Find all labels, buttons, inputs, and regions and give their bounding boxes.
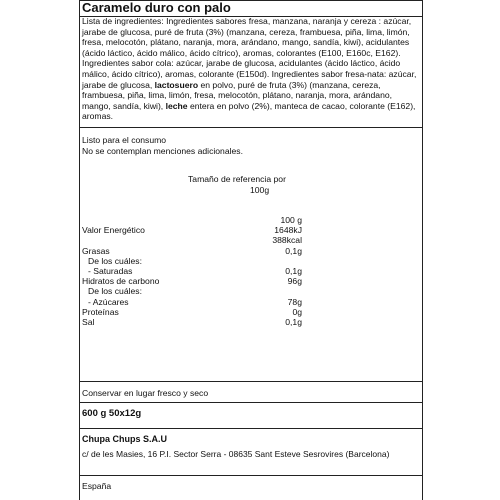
nutrition-label: Proteínas [82, 306, 119, 317]
nutrition-divider [79, 381, 423, 382]
nutrition-value: 0,1g [285, 245, 302, 256]
nutrition-row [82, 215, 302, 225]
ingredients-list [82, 16, 420, 122]
nutrition-value: 388kcal [272, 235, 302, 246]
nutrition-row [82, 256, 302, 266]
nutrition-value: 0g [292, 306, 302, 317]
country-of-origin: España [82, 481, 112, 491]
reference-line-2: 100g [250, 185, 270, 195]
nutrition-value: 0,1g [285, 316, 302, 327]
nutrition-value: 1648kJ [274, 225, 302, 236]
reference-line-1: Tamaño de referencia por [188, 174, 286, 184]
nutrition-row [82, 286, 302, 296]
nutrition-row [82, 307, 302, 317]
nutrition-row [82, 276, 302, 286]
nutrition-row [82, 235, 302, 245]
ready-to-eat-note: Listo para el consumo [82, 135, 167, 145]
nutrition-label: De los cuáles: [88, 286, 142, 297]
nutrition-value: 78g [287, 296, 302, 307]
nutrition-label: Hidratos de carbono [82, 276, 160, 287]
nutrition-row [82, 225, 302, 235]
nutrition-label: Valor Energético [82, 225, 145, 236]
company-name: Chupa Chups S.A.U [82, 434, 167, 444]
nutrition-label: Grasas [82, 245, 110, 256]
storage-divider [79, 402, 423, 403]
ingredients-text-3: entera en polvo (2%), manteca de cacao, colorante (E162), aromas. [82, 100, 416, 122]
address-divider [79, 475, 423, 476]
ingredients-divider [79, 127, 423, 128]
product-title: Caramelo duro con palo [82, 0, 231, 15]
ingredients-text-2: en polvo, puré de fruta (3%) (manzana, cereza, frambuesa, piña, lima, limón, fresa, melocotón, plátano, naranja, mora, arándano, mango, sandía, kiwi), [82, 79, 393, 111]
reference-size [188, 174, 338, 196]
nutrition-label: - Azúcares [88, 296, 129, 307]
storage-instructions: Conservar en lugar fresco y seco [82, 388, 209, 398]
nutrition-row [82, 317, 302, 327]
net-weight: 600 g 50x12g [82, 408, 142, 419]
nutrition-value: 100 g [280, 215, 302, 225]
nutrition-row [82, 246, 302, 256]
nutrition-row [82, 266, 302, 276]
nutrition-label: De los cuáles: [88, 255, 142, 266]
mentions-note: No se contemplan menciones adicionales. [82, 146, 243, 156]
nutrition-label: - Saturadas [88, 265, 133, 276]
nutrition-value: 0,1g [285, 265, 302, 276]
allergen-leche: leche [165, 100, 188, 111]
allergen-lactosuero: lactosuero [154, 79, 199, 90]
ingredients-text-1: Lista de ingredientes: Ingredientes sabores fresa, manzana, naranja y cereza : azúcar, jarabe de glucosa, puré de fruta (3%) (manzana, cereza, frambuesa, piña, lima, limón, fresa, melocotón, plátano, naranja, mora, arándano, mango, sandía, kiwi), acidulantes (ácido láctico, ácido málico, ácido cítrico), aromas, colorantes (E100, E160c, E162). Ingredientes sabor cola: azúcar, jarabe de glucosa, acidulantes (ácido láctico, ácido málico, ácido cítrico), aromas, colorante (E150d). Ingredientes sabor fresa-nata: azúcar, jarabe de glucosa, [82, 16, 417, 90]
nutrition-table [82, 215, 302, 327]
nutrition-row [82, 297, 302, 307]
nutrition-label: Sal [82, 316, 95, 327]
nutrition-value: 96g [287, 276, 302, 287]
weight-divider [79, 428, 423, 429]
company-address: c/ de les Masies, 16 P.I. Sector Serra - 08635 Sant Esteve Sesrovires (Barcelona) [82, 449, 390, 459]
